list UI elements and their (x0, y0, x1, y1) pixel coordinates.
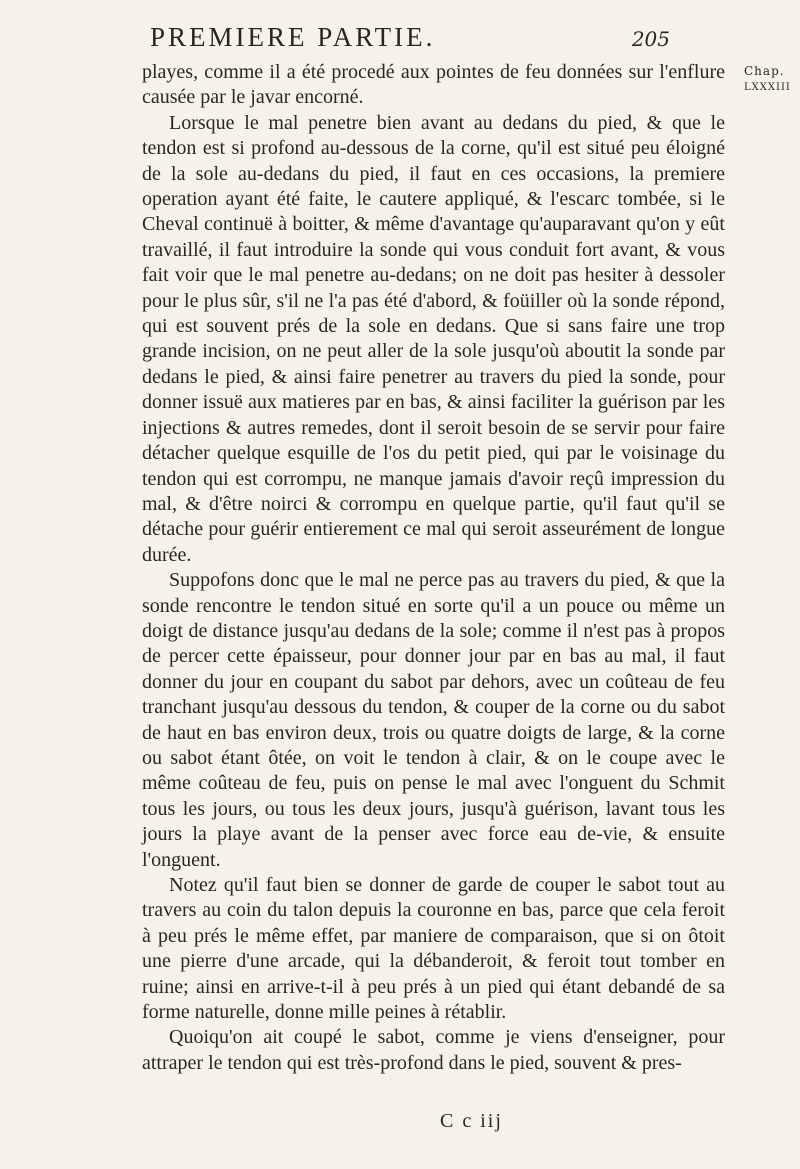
page-number: 205 (631, 27, 670, 51)
chapter-margin-note (744, 62, 798, 95)
paragraph: Lorsque le mal penetre bien avant au dedans du pied, & que le tendon est si profond au-dessous de la corne, qu'il est situé peu éloigné de la sole au-dedans du pied, il faut en ces occasions, la premiere operation ayant été faite, le cautere appliqué, & l'escarc tombée, si le Cheval continuë à boitter, & même d'avantage qu'auparavant qu'on y eût travaillé, il faut introduire la sonde qui vous conduit fort avant, & vous fait voir que le mal penetre au-dedans; on ne doit pas hesiter à dessoler pour le plus sûr, s'il ne l'a pas été d'abord, & foüiller où la sonde répond, qui est souvent prés de la sole en dedans. Que si sans faire une trop grande incision, on ne peut aller de la sole jusqu'où aboutit la sonde par dedans le pied, & ainsi faire penetrer au travers du pied la sonde, pour donner issuë aux matieres par en bas, & ainsi faciliter la guérison par les injections & autres remedes, dont il seroit besoin de se servir pour faire détacher quelque esquille de l'os du petit pied, qui par le voisinage du tendon qui est corrompu, ne manque jamais d'avoir reçû impression du mal, & d'être noirci & corrompu en quelque partie, qu'il faut qu'il se détache pour guérir entierement ce mal qui seroit asseurément de longue durée. (142, 111, 725, 566)
signature-mark: C c iij (440, 1110, 503, 1132)
chapter-number: LXXXIII (744, 82, 791, 93)
paragraph: Suppofons donc que le mal ne perce pas au travers du pied, & que la sonde rencontre le tendon situé en sorte qu'il a un pouce ou même un doigt de distance jusqu'au dedans de la sole; comme il n'est pas à propos de percer cette épaisseur, pour donner jour par en bas au mal, il faut donner du jour en coupant du sabot par dehors, avec un coûteau de feu tranchant jusqu'au dessous du tendon, & couper de la corne ou du sabot de haut en bas environ deux, trois ou quatre doigts de large, & la corne ou sabot étant ôtée, on voit le tendon à clair, & on le coupe avec le même coûteau de feu, puis on pense le mal avec l'onguent du Schmit tous les jours, ou tous les deux jours, jusqu'à guérison, lavant tous les jours la playe avant de la penser avec force eau de-vie, & ensuite l'onguent. (142, 569, 725, 871)
running-title: PREMIERE PARTIE. (150, 22, 436, 52)
paragraph: Notez qu'il faut bien se donner de garde de couper le sabot tout au travers au coin du talon depuis la couronne en bas, parce que cela feroit à peu prés le même effet, par maniere de comparaison, que si on ôtoit une pierre d'une arcade, qui la débanderoit, & feroit tout tomber en ruine; ainsi en arrive-t-il à peu prés à un pied qui étant debandé de sa forme naturelle, donne mille peines à rétablir. (142, 874, 725, 1024)
chapter-label: Chap. (744, 64, 785, 78)
page-header (150, 22, 670, 53)
paragraph: playes, comme il a été procedé aux pointes de feu données sur l'enflure causée par le javar encorné. (142, 61, 725, 109)
body-text (142, 60, 725, 1076)
paragraph: Quoiqu'on ait coupé le sabot, comme je viens d'enseigner, pour attraper le tendon qui est très-profond dans le pied, souvent & pres- (142, 1026, 725, 1074)
